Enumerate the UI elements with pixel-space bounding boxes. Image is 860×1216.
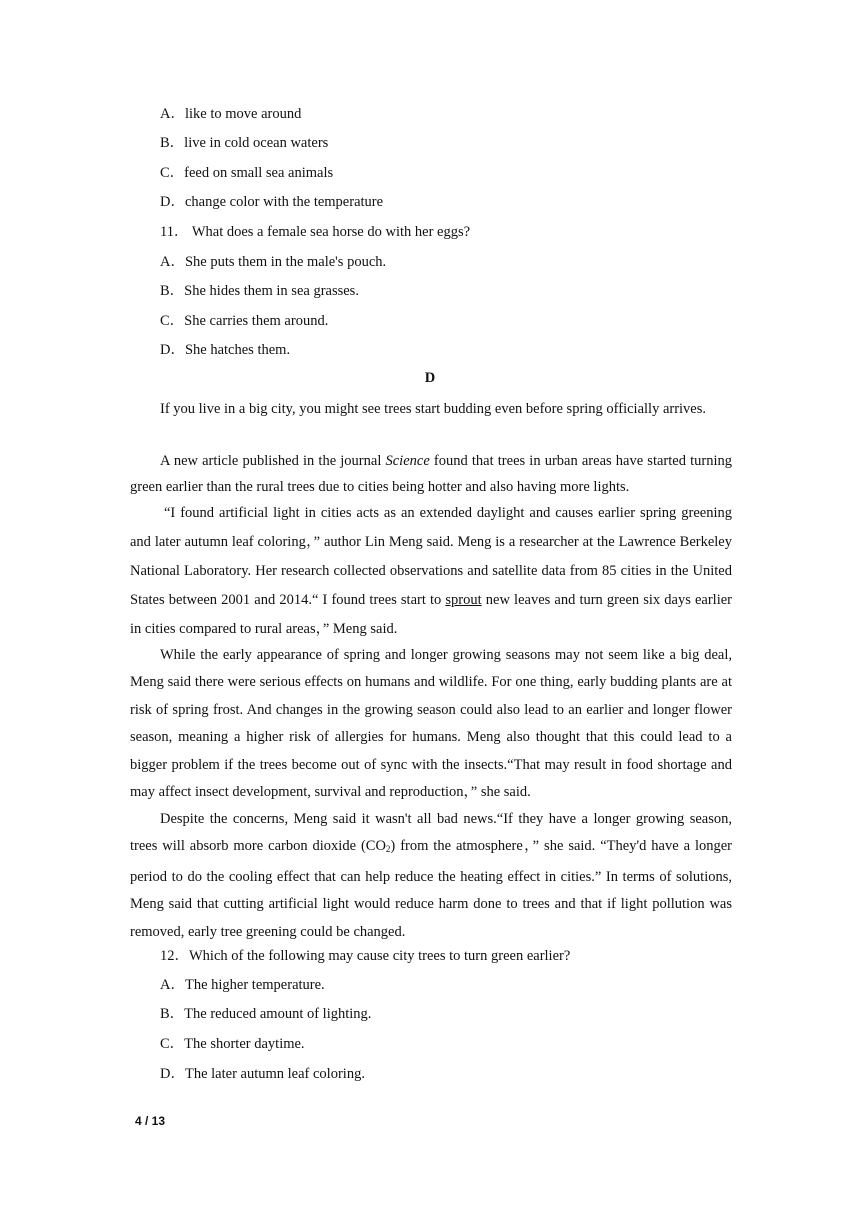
section-title: D: [424, 370, 436, 386]
paragraph-text: found that trees in urban areas have started turning green earlier than the rural trees due to cities being hotter and also having more lights.: [130, 453, 732, 495]
passage-paragraph-1: If you live in a big city, you might see trees start budding even before spring officially arrives.: [160, 401, 707, 417]
passage-paragraph-3: [130, 499, 732, 644]
q12-option-d: D．The later autumn leaf coloring.: [160, 1066, 365, 1082]
q10-option-b: B．live in cold ocean waters: [160, 135, 329, 151]
q10-option-c: C．feed on small sea animals: [160, 165, 334, 181]
passage-paragraph-2: [130, 448, 732, 500]
passage-paragraph-4: While the early appearance of spring and longer growing seasons may not seem like a big deal, Meng said there were serious effects on humans and wildlife. For one thing, early budding plants are at risk of spring frost. And changes in the growing season could also lead to an earlier and longer flower season, meaning a higher risk of allergies for humans. Meng also thought that this could lead to a bigger problem if the trees become out of sync with the insects.“That may result in food shortage and may affect insect development, survival and reproduction，” she said.: [130, 647, 732, 801]
q11-option-d: D．She hatches them.: [160, 342, 291, 358]
q11-option-c: C．She carries them around.: [160, 313, 329, 329]
q12-option-a: A．The higher temperature.: [160, 977, 325, 993]
subscript: 2: [385, 844, 391, 855]
q10-option-d: D．change color with the temperature: [160, 194, 384, 210]
paragraph-text: A new article published in the journal: [160, 453, 386, 469]
journal-name: Science: [385, 453, 430, 469]
underlined-word: sprout: [445, 592, 482, 608]
q11-option-a: A．She puts them in the male's pouch.: [160, 254, 387, 270]
page-number: 4 / 13: [135, 1114, 166, 1128]
paragraph-text: Despite the concerns, Meng said it wasn't all bad news.“If they have a longer growing season, trees will absorb more carbon dioxide (CO: [130, 811, 732, 855]
paragraph-text: new leaves and turn green six days earlier in cities compared to rural areas，” Meng said.: [130, 592, 733, 637]
q12-option-b: B．The reduced amount of lighting.: [160, 1006, 372, 1022]
q12-option-c: C．The shorter daytime.: [160, 1036, 305, 1052]
paragraph-text: ) from the atmosphere，” she said. “They'd have a longer period to do the cooling effect that can help reduce the heating effect in cities.” In terms of solutions, Meng said that cutting artificial light would reduce harm done to trees and that if light pollution was removed, early tree greening could be changed.: [130, 838, 732, 940]
q12-question: 12．Which of the following may cause city trees to turn green earlier?: [160, 948, 571, 964]
q11-option-b: B．She hides them in sea grasses.: [160, 283, 359, 299]
q10-option-a: A．like to move around: [160, 106, 302, 122]
q11-question: 11． What does a female sea horse do with her eggs?: [160, 224, 471, 240]
paragraph-text: “I found artificial light in cities acts as an extended daylight and causes earlier spring greening and later autumn leaf coloring，” author Lin Meng said. Meng is a researcher at the Lawrence Berkeley National Laboratory. Her research collected observations and satellite data from 85 cities in the United States between 2001 and 2014.“ I found trees start to: [130, 505, 732, 608]
passage-paragraph-5: [130, 806, 732, 946]
